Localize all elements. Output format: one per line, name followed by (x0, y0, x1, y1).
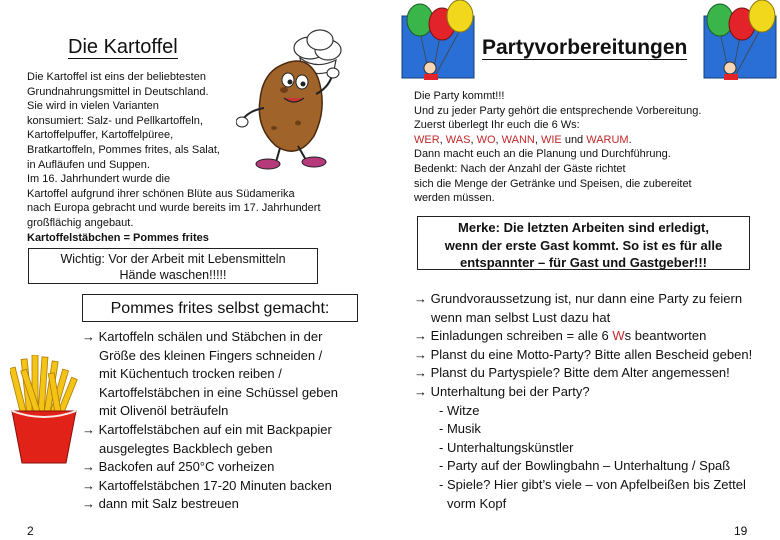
intro-bold-line: Kartoffelstäbchen = Pommes frites (27, 231, 209, 244)
balloons-image-right (700, 0, 780, 86)
intro-line: Sie wird in vielen Varianten (27, 100, 159, 113)
checklist-line: → Planst du eine Motto-Party? Bitte allen Bescheid geben! (414, 346, 753, 362)
step-line: → Kartoffeln schälen und Stäbchen in der (82, 329, 323, 344)
intro-line: Bratkartoffeln, Pommes frites, als Salat, (27, 143, 220, 156)
pommes-title: Pommes frites selbst gemacht: (110, 300, 330, 317)
intro-line: Kartoffel aufgrund ihrer schönen Blüte aus Südamerika (27, 187, 295, 200)
checklist-line: → Einladungen schreiben = alle 6 Ws beantworten (414, 328, 707, 344)
party-checklist (414, 290, 776, 513)
intro-line: Im 16. Jahrhundert wurde die (27, 173, 171, 186)
checklist-subline: vorm Kopf (447, 495, 507, 511)
step-line: → Kartoffelstäbchen auf ein mit Backpapier (82, 421, 332, 437)
step-line: mit Olivenöl beträufeln (99, 403, 229, 419)
potato-chef-image (236, 28, 356, 178)
intro-line: großflächig angebaut. (27, 216, 134, 229)
page-number-left: 2 (27, 524, 34, 538)
checklist-line: wenn man selbst Lust dazu hat (431, 309, 611, 325)
page-title-kartoffel: Die Kartoffel (68, 36, 178, 58)
party-line: Dann macht euch an die Planung und Durchführung. (414, 148, 671, 161)
checklist-line: → Planst du Partyspiele? Bitte dem Alter angemessen! (414, 365, 730, 381)
intro-line: in Aufläufen und Suppen. (27, 158, 150, 171)
intro-line: Die Kartoffel ist eins der beliebtesten (27, 71, 206, 83)
step-line: Größe des kleinen Fingers schneiden / (99, 347, 323, 363)
wichtig-line: Wichtig: Vor der Arbeit mit Lebensmitteln (60, 252, 286, 266)
page-title-party: Partyvorbereitungen (482, 36, 688, 59)
intro-line: Kartoffelpuffer, Kartoffelpüree, (27, 129, 174, 142)
ws-line: WER, WAS, WO, WANN, WIE und WARUM. (414, 133, 632, 146)
party-intro (414, 89, 744, 206)
wichtig-line: Hände waschen!!!!! (119, 268, 227, 282)
checklist-subline: - Witze (439, 402, 480, 418)
intro-line: Grundnahrungsmittel in Deutschland. (27, 85, 209, 98)
party-line: Zuerst überlegt Ihr euch die 6 Ws: (414, 119, 580, 132)
balloons-image-left (400, 0, 480, 86)
party-line: Und zu jeder Party gehört die entsprechende Vorbereitung. (414, 104, 702, 117)
page-number-right: 19 (734, 524, 748, 538)
step-line: → dann mit Salz bestreuen (82, 496, 239, 512)
checklist-line: → Unterhaltung bei der Party? (414, 383, 590, 399)
checklist-line: → Grundvoraussetzung ist, nur dann eine Party zu feiern (414, 291, 743, 306)
merke-line: Merke: Die letzten Arbeiten sind erledigt, (458, 220, 709, 235)
step-line: mit Küchentuch trocken reiben / (99, 366, 282, 382)
party-line: Bedenkt: Nach der Anzahl der Gäste richtet (414, 162, 626, 175)
step-line: → Kartoffelstäbchen 17-20 Minuten backen (82, 477, 332, 493)
merke-line: wenn der erste Gast kommt. So ist es für alle (444, 237, 723, 253)
pommes-title-box (82, 294, 358, 322)
merke-line: entspannter – für Gast und Gastgeber!!! (459, 255, 708, 270)
merke-box (417, 216, 750, 270)
step-line: Kartoffelstäbchen in eine Schüssel geben (99, 384, 338, 400)
step-line: ausgelegtes Backblech geben (99, 440, 273, 456)
pommes-steps (82, 328, 372, 514)
checklist-subline: - Party auf der Bowlingbahn – Unterhaltung / Spaß (439, 458, 731, 474)
wichtig-box (28, 248, 318, 284)
party-line: werden müssen. (414, 192, 495, 205)
french-fries-image (10, 355, 78, 465)
checklist-subline: - Spiele? Hier gibt’s viele – von Apfelbeißen bis Zettel (439, 476, 746, 492)
party-line: Die Party kommt!!! (414, 90, 505, 102)
step-line: → Backofen auf 250°C vorheizen (82, 459, 275, 475)
intro-line: nach Europa gebracht und wurde bereits im 17. Jahrhundert (27, 202, 321, 215)
checklist-subline: - Unterhaltungskünstler (439, 439, 574, 455)
intro-line: konsumiert: Salz- und Pellkartoffeln, (27, 114, 203, 127)
party-line: sich die Menge der Getränke und Speisen, die zubereitet (414, 177, 692, 190)
checklist-subline: - Musik (439, 421, 481, 437)
